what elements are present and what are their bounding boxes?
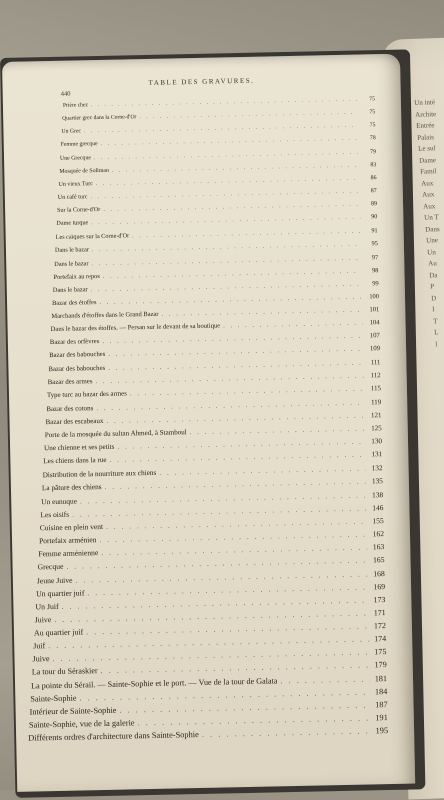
entry-page-number: 89 xyxy=(370,201,378,208)
entry-page-number: 83 xyxy=(370,161,377,168)
entry-title: Grecque xyxy=(37,562,64,572)
entry-page-number: 130 xyxy=(371,437,383,446)
entry-title: Femme grecque xyxy=(60,141,98,149)
entry-page-number: 163 xyxy=(372,542,385,552)
entry-title: Quartier grec dans la Corne-d'Or xyxy=(62,114,137,122)
facing-page-line: T xyxy=(433,316,438,325)
entry-page-number: 162 xyxy=(372,529,385,539)
facing-page-line: Famil xyxy=(420,167,437,176)
facing-page-line: Au xyxy=(428,259,437,268)
entry-page-number: 100 xyxy=(369,293,380,301)
entry-page-number: 75 xyxy=(369,122,376,129)
page-number: 440 xyxy=(60,90,71,98)
entry-title: Une Grecque xyxy=(59,154,91,162)
facing-page-line: Le sul xyxy=(418,144,436,153)
entry-title: Les chiens dans la rue xyxy=(43,456,107,466)
dot-leader xyxy=(280,674,370,685)
entry-title: Dans le bazar des étoffes. — Persan sur le devant de sa boutique xyxy=(50,322,221,334)
entry-page-number: 195 xyxy=(375,726,389,736)
entry-title: Bazar des escabeaux xyxy=(45,416,104,427)
facing-page-line: Aux xyxy=(422,190,435,199)
entry-page-number: 112 xyxy=(370,371,381,379)
entry-title: Les caïques sur la Corne-d'Or xyxy=(55,232,130,242)
entry-title: La pâture des chiens xyxy=(41,482,102,492)
entry-title: Les oisifs xyxy=(40,509,70,520)
entry-page-number: 79 xyxy=(370,148,377,155)
entry-title: Bazar des étoffes xyxy=(51,298,97,307)
facing-page-line: Dame xyxy=(419,155,437,165)
entry-title: Sainte-Sophie xyxy=(30,693,77,704)
entry-title: Intérieur de Sainte-Sophie xyxy=(29,705,117,717)
entry-title: Bazar des armes xyxy=(47,377,93,386)
entry-title: Portefaix au repos xyxy=(53,272,100,281)
entry-page-number: 131 xyxy=(371,450,383,459)
entry-title: Un Juif xyxy=(35,601,59,612)
running-header: TABLE DES GRAVURES. xyxy=(148,76,255,87)
entry-title: Cuisine en plein vent xyxy=(39,521,104,533)
entry-page-number: 101 xyxy=(369,306,380,314)
entry-title: Un eunuque xyxy=(41,496,78,507)
entry-title: Bazar des babouches xyxy=(49,351,106,360)
entry-title: La tour du Séraskier xyxy=(31,666,98,677)
facing-page-line: L xyxy=(434,328,439,337)
entry-title: Jeune Juive xyxy=(36,575,73,585)
entry-title: Une chienne et ses petits xyxy=(44,442,115,453)
entry-page-number: 91 xyxy=(371,227,378,235)
entry-page-number: 135 xyxy=(371,476,383,485)
entry-page-number: 171 xyxy=(373,607,386,618)
entry-page-number: 121 xyxy=(370,411,382,420)
entry-page-number: 174 xyxy=(374,634,387,644)
entry-page-number: 155 xyxy=(372,516,384,526)
entry-title: Juive xyxy=(32,654,50,664)
entry-title: Bazar des orfèvres xyxy=(49,338,100,347)
entry-page-number: 173 xyxy=(373,594,386,605)
facing-page-line: P xyxy=(430,282,435,291)
entry-title: Prière chez xyxy=(62,102,88,109)
entry-page-number: 187 xyxy=(375,699,388,710)
entry-title: Au quartier juif xyxy=(33,627,84,638)
facing-page-line: Dans xyxy=(425,224,440,234)
book-page xyxy=(2,54,415,792)
entry-title: Juive xyxy=(34,614,52,625)
entry-page-number: 146 xyxy=(372,502,384,513)
dot-leader xyxy=(91,97,358,109)
entry-page-number: 75 xyxy=(369,109,376,116)
entry-title: Un vieux Turc xyxy=(58,180,93,188)
facing-page-line: Aux xyxy=(423,201,436,211)
entry-title: Mosquée de Soliman xyxy=(59,167,109,175)
entry-page-number: 168 xyxy=(373,568,385,578)
entry-title: Portefaix arménien xyxy=(38,535,97,546)
entry-page-number: 111 xyxy=(370,358,381,366)
entry-page-number: 191 xyxy=(375,712,388,723)
facing-page-line: Un xyxy=(427,247,436,257)
facing-page-line: Palais xyxy=(417,132,435,142)
entry-title: Un quartier juif xyxy=(36,588,85,599)
entry-page-number: 97 xyxy=(371,253,379,261)
entry-page-number: 95 xyxy=(371,240,378,248)
entry-page-number: 99 xyxy=(372,279,379,288)
facing-page-line: Un T xyxy=(424,213,439,222)
entry-page-number: 107 xyxy=(369,332,380,340)
entry-page-number: 125 xyxy=(371,424,382,433)
entry-title: La pointe du Sérail. — Sainte-Sophie et le port. — Vue de la tour de Galata xyxy=(30,675,278,691)
entry-title: Différents ordres d'architecture dans Sainte-Sophie xyxy=(28,730,199,743)
entry-title: Dame turque xyxy=(56,220,89,228)
entry-page-number: 179 xyxy=(374,660,387,670)
entry-title: Type turc au bazar des armes xyxy=(46,390,127,399)
entry-page-number: 165 xyxy=(372,555,385,565)
entry-page-number: 172 xyxy=(373,621,386,631)
entry-page-number: 175 xyxy=(374,647,387,657)
dot-leader xyxy=(223,320,363,330)
entry-page-number: 115 xyxy=(370,384,381,393)
entry-title: Un café turc xyxy=(57,194,88,201)
entry-page-number: 138 xyxy=(372,489,384,500)
entry-title: Bazar des babouches xyxy=(48,364,106,373)
facing-page-line: Entrée xyxy=(416,121,435,130)
facing-page-line: l xyxy=(435,339,438,348)
entry-page-number: 169 xyxy=(373,581,386,591)
facing-page-line: Un inté xyxy=(414,98,436,107)
entry-title: Dans le bazar xyxy=(54,259,89,268)
entry-page-number: 90 xyxy=(371,214,378,221)
entry-page-number: 132 xyxy=(371,463,383,472)
entry-title: Dans le bazar xyxy=(52,286,88,294)
entry-page-number: 75 xyxy=(369,96,375,103)
facing-page-line: I xyxy=(432,305,435,314)
entry-page-number: 181 xyxy=(374,673,388,683)
entry-title: Un Grec xyxy=(61,128,82,136)
entry-title: Sur la Corne-d'Or xyxy=(57,206,101,214)
entry-page-number: 78 xyxy=(369,135,376,142)
entry-title: Dans le bazar xyxy=(54,246,89,255)
entry-page-number: 119 xyxy=(370,398,382,407)
entry-page-number: 87 xyxy=(370,188,377,195)
entry-title: Bazar des cotons xyxy=(46,404,94,414)
facing-page-line: D xyxy=(431,293,437,302)
entry-page-number: 184 xyxy=(374,686,388,696)
facing-page-line: Aux xyxy=(421,178,434,188)
facing-page-line: Da xyxy=(429,270,438,279)
entry-title: Marchands d'étoffes dans le Grand Bazar xyxy=(51,310,159,321)
entry-title: Sainte-Sophie, vue de la galerie xyxy=(28,718,135,730)
entry-title: Juif xyxy=(33,641,46,651)
entry-title: Femme arménienne xyxy=(38,548,99,559)
entry-page-number: 109 xyxy=(369,345,381,353)
entry-page-number: 98 xyxy=(372,266,379,274)
entry-title: Porte de la mosquée du sultan Ahmed, à Stamboul xyxy=(44,428,187,440)
facing-page-line: Une xyxy=(426,236,439,245)
entry-page-number: 86 xyxy=(370,174,377,182)
facing-page-line: Archite xyxy=(415,109,437,119)
entry-page-number: 104 xyxy=(369,319,380,327)
entry-title: Distribution de la nourriture aux chiens xyxy=(42,468,157,479)
